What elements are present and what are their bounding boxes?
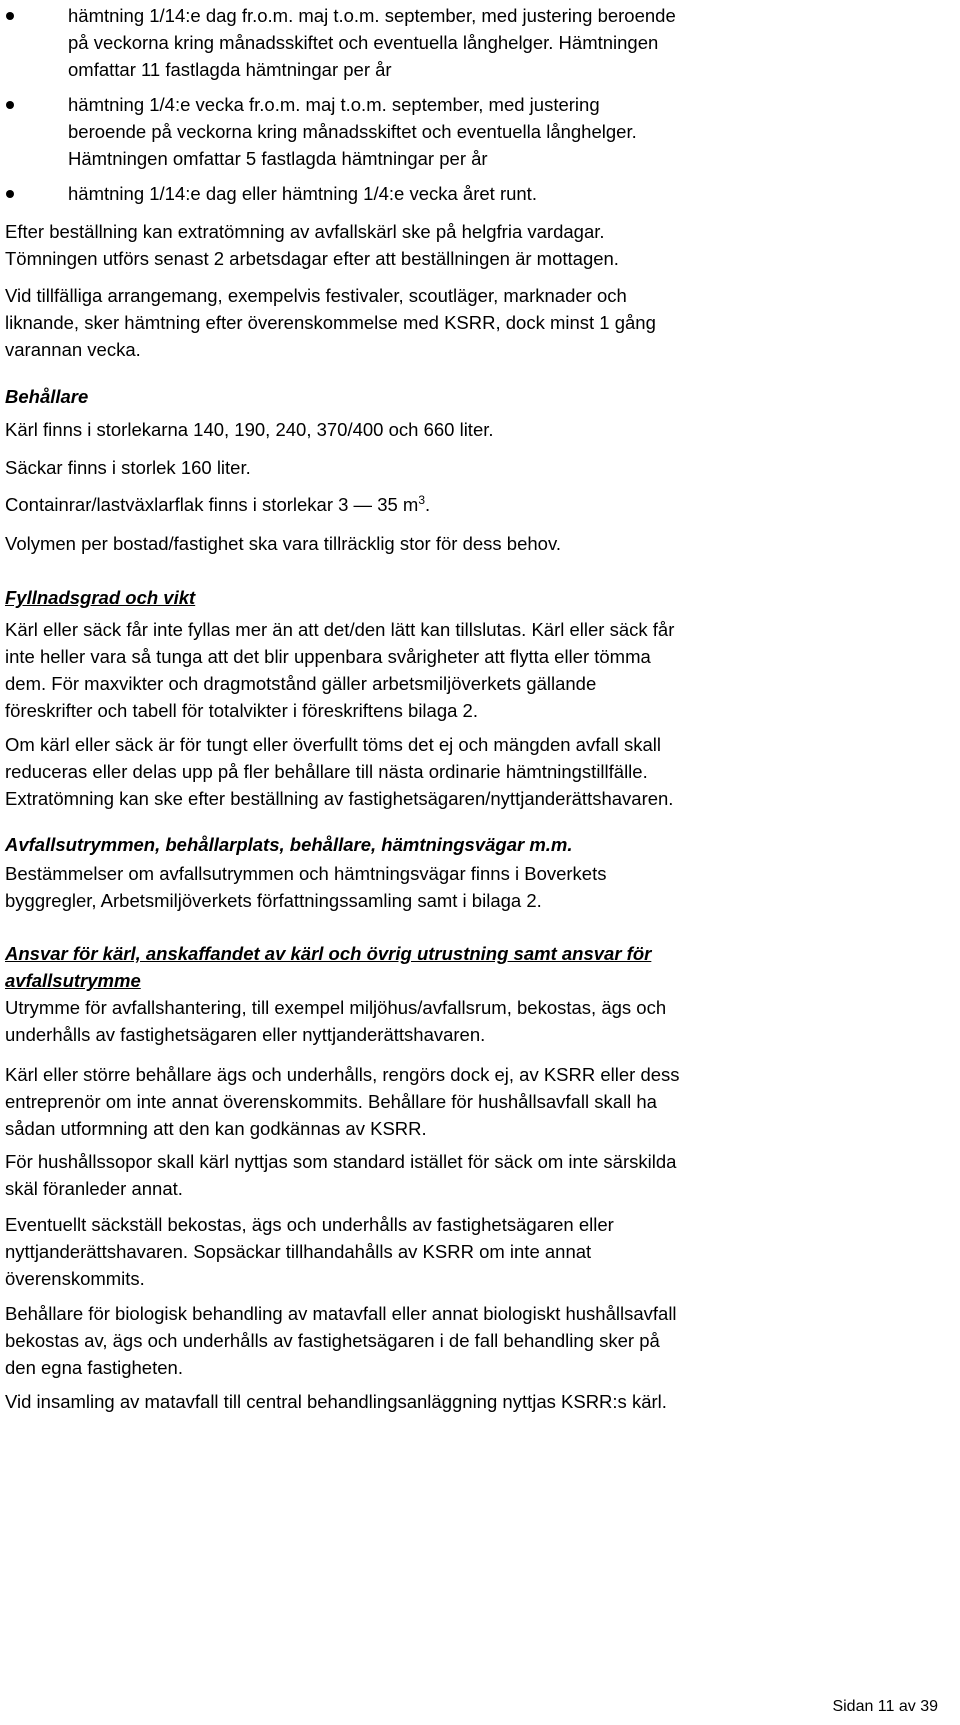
fill-paragraph-1: Kärl eller säck får inte fyllas mer än att det/den lätt kan tillslutas. Kärl eller säck får inte heller vara så tunga att det blir uppenbara svårigheter att flytta eller tömma dem. För maxvikter och dragmotstånd gäller arbetsmiljöverkets gällande föreskrifter och tabell för totalvikter i föreskriftens bilaga 2.	[5, 619, 675, 721]
volume-text: Volymen per bostad/fastighet ska vara tillräcklig stor för dess behov.	[5, 533, 561, 554]
responsibility-heading: Ansvar för kärl, anskaffandet av kärl och övrig utrustning samt ansvar för avfallsutrymme	[5, 943, 652, 991]
bullet-dot	[6, 190, 14, 198]
responsibility-paragraph-1: Utrymme för avfallshantering, till exempel miljöhus/avfallsrum, bekostas, ägs och underhålls av fastighetsägaren eller nyttjanderättshavaren.	[5, 997, 667, 1045]
responsibility-paragraph-6: Vid insamling av matavfall till central behandlingsanläggning nyttjas KSRR:s kärl.	[5, 1391, 667, 1412]
bullet-dot	[6, 12, 14, 20]
extra-emptying-paragraph: Efter beställning kan extratömning av avfallskärl ske på helgfria vardagar. Tömningen utförs senast 2 arbetsdagar efter att beställningen är mottagen.	[5, 221, 619, 269]
list-item-text: hämtning 1/14:e dag eller hämtning 1/4:e vecka året runt.	[68, 183, 537, 204]
containers-heading: Behållare	[5, 386, 89, 407]
containers-size-text: Containrar/lastväxlarflak finns i storlekar 3 — 35 $m^3$.	[5, 492, 431, 515]
fill-paragraph-2: Om kärl eller säck är för tungt eller överfullt töms det ej och mängden avfall skall reduceras eller delas upp på fler behållare till nästa ordinarie hämtningstillfälle. Extratömning kan ske efter beställning av fastighetsägaren/nyttjanderättshavaren.	[5, 734, 674, 809]
responsibility-paragraph-5: Behållare för biologisk behandling av matavfall eller annat biologiskt hushållsavfall bekostas av, ägs och underhålls av fastighetsägaren i de fall behandling sker på den egna fastigheten.	[5, 1303, 677, 1378]
fill-weight-heading: Fyllnadsgrad och vikt	[5, 587, 196, 608]
sacks-size-text: Säckar finns i storlek 160 liter.	[5, 457, 251, 478]
list-item-text: hämtning 1/4:e vecka fr.o.m. maj t.o.m. september, med justering beroende på veckorna kring månadsskiftet och eventuella långhelger. Hämtningen omfattar 5 fastlagda hämtningar per år	[68, 94, 637, 169]
responsibility-paragraph-3: För hushållssopor skall kärl nyttjas som standard istället för säck om inte särskilda skäl föranleder annat.	[5, 1151, 677, 1199]
responsibility-paragraph-4: Eventuellt säckställ bekostas, ägs och underhålls av fastighetsägaren eller nyttjanderättshavaren. Sopsäckar tillhandahålls av KSRR om inte annat överenskommits.	[5, 1214, 614, 1289]
page-number-footer: Sidan 11 av 39	[832, 1698, 938, 1715]
waste-spaces-paragraph: Bestämmelser om avfallsutrymmen och hämtningsvägar finns i Boverkets byggregler, Arbetsmiljöverkets författningssamling samt i bilaga 2.	[5, 863, 607, 911]
temporary-events-paragraph: Vid tillfälliga arrangemang, exempelvis festivaler, scoutläger, marknader och liknande, sker hämtning efter överenskommelse med KSRR, dock minst 1 gång varannan vecka.	[5, 285, 656, 360]
superscript-exponent: 3	[418, 492, 426, 507]
bins-sizes-text: Kärl finns i storlekarna 140, 190, 240, 370/400 och 660 liter.	[5, 419, 494, 440]
bullet-dot	[6, 101, 14, 109]
waste-spaces-heading: Avfallsutrymmen, behållarplats, behållare, hämtningsvägar m.m.	[5, 834, 573, 855]
list-item-text: hämtning 1/14:e dag fr.o.m. maj t.o.m. september, med justering beroende på veckorna kring månadsskiftet och eventuella långhelger. Hämtningen omfattar 11 fastlagda hämtningar per år	[68, 5, 676, 80]
responsibility-paragraph-2: Kärl eller större behållare ägs och underhålls, rengörs dock ej, av KSRR eller dess entreprenör om inte annat överenskommits. Behållare för hushållsavfall skall ha sådan utformning att den kan godkännas av KSRR.	[5, 1064, 680, 1139]
